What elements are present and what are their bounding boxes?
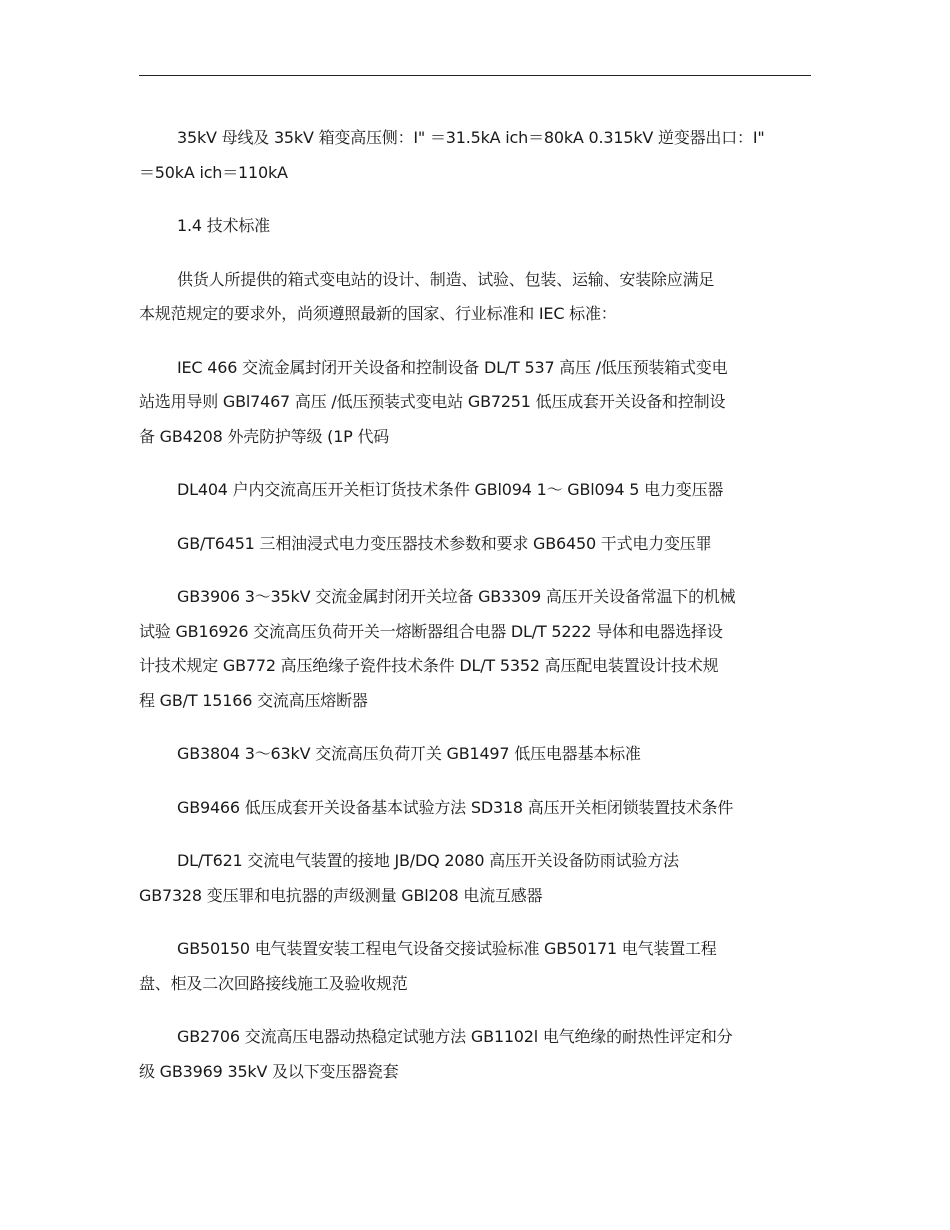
paragraph-standards-4 xyxy=(139,580,799,718)
paragraph-standards-2 xyxy=(139,473,799,508)
paragraph-intro xyxy=(139,263,799,332)
text-line: GB2706 交流高压电器动热稳定试驰方法 GB1102l 电气绝缘的耐热性评定和分 xyxy=(177,1027,733,1046)
text-line: GB/T6451 三相油浸式电力变压器技术参数和要求 GB6450 干式电力变压罪 xyxy=(177,533,712,553)
paragraph-short-circuit xyxy=(139,121,799,190)
text-line: 盘、柜及二次回路接线施工及验收规范 xyxy=(139,973,408,993)
section-heading xyxy=(139,209,799,244)
text-line: 供货人所提供的箱式变电站的设计、制造、试验、包装、运输、安装除应满足 xyxy=(177,269,715,289)
text-line: 计技术规定 GB772 高压绝缘子瓷件技术条件 DL/T 5352 高压配电装置设计技术规 xyxy=(139,656,719,675)
paragraph-standards-6 xyxy=(139,791,799,826)
text-line: ＝50kA ich＝110kA xyxy=(139,162,288,182)
text-line: DL404 户内交流高压开关柜订货技术条件 GBl094 1～ GBl094 5 电力变压器 xyxy=(177,480,724,499)
document-body xyxy=(139,121,799,1089)
paragraph-standards-1 xyxy=(139,351,799,455)
text-line: GB3804 3～63kV 交流高压负荷丌关 GB1497 低压电器基本标准 xyxy=(177,744,641,763)
text-line: GB7328 变压罪和电抗器的声级测量 GBl208 电流互感器 xyxy=(139,885,543,905)
paragraph-standards-9 xyxy=(139,1020,799,1089)
heading-text: 1.4 技术标准 xyxy=(177,216,270,235)
text-line: 35kV 母线及 35kV 箱变高压侧：I" ＝31.5kA ich＝80kA 0.315kV 逆变器出口：I" xyxy=(177,128,765,147)
text-line: 级 GB3969 35kV 及以下变压器瓷套 xyxy=(139,1061,399,1081)
text-line: 程 GB/T 15166 交流高压熔断器 xyxy=(139,690,368,710)
header-rule xyxy=(139,75,811,76)
paragraph-standards-8 xyxy=(139,932,799,1001)
text-line: IEC 466 交流金属封闭开关设备和控制设备 DL/T 537 高压 /低压预装箱式变电 xyxy=(177,357,728,377)
text-line: GB3906 3～35kV 交流金属封闭开关垃备 GB3309 高压开关设备常温下的机械 xyxy=(177,587,736,606)
text-line: 本规范规定的要求外，尚须遵照最新的国家、行业标准和 IEC 标准： xyxy=(139,304,617,323)
text-line: 备 GB4208 外壳防护等级 (1P 代码 xyxy=(139,426,390,446)
text-line: DL/T621 交流电气装置的接地 JB/DQ 2080 高压开关设备防雨试验方法 xyxy=(177,851,679,870)
paragraph-standards-7 xyxy=(139,844,799,913)
text-line: 试验 GB16926 交流高压负荷开关一熔断器组合电器 DL/T 5222 导体和电器选择设 xyxy=(139,621,723,641)
text-line: GB9466 低压成套开关设备基本试验方法 SD318 高压开关柜闭锁装置技术条件 xyxy=(177,797,734,817)
paragraph-standards-3 xyxy=(139,527,799,562)
paragraph-standards-5 xyxy=(139,737,799,772)
text-line: 站选用导则 GBl7467 高压 /低压预装式变电站 GB7251 低压成套开关设备和控制设 xyxy=(139,392,726,411)
text-line: GB50150 电气装置安装工程电气设备交接试验标准 GB50171 电气装置工程 xyxy=(177,939,717,958)
